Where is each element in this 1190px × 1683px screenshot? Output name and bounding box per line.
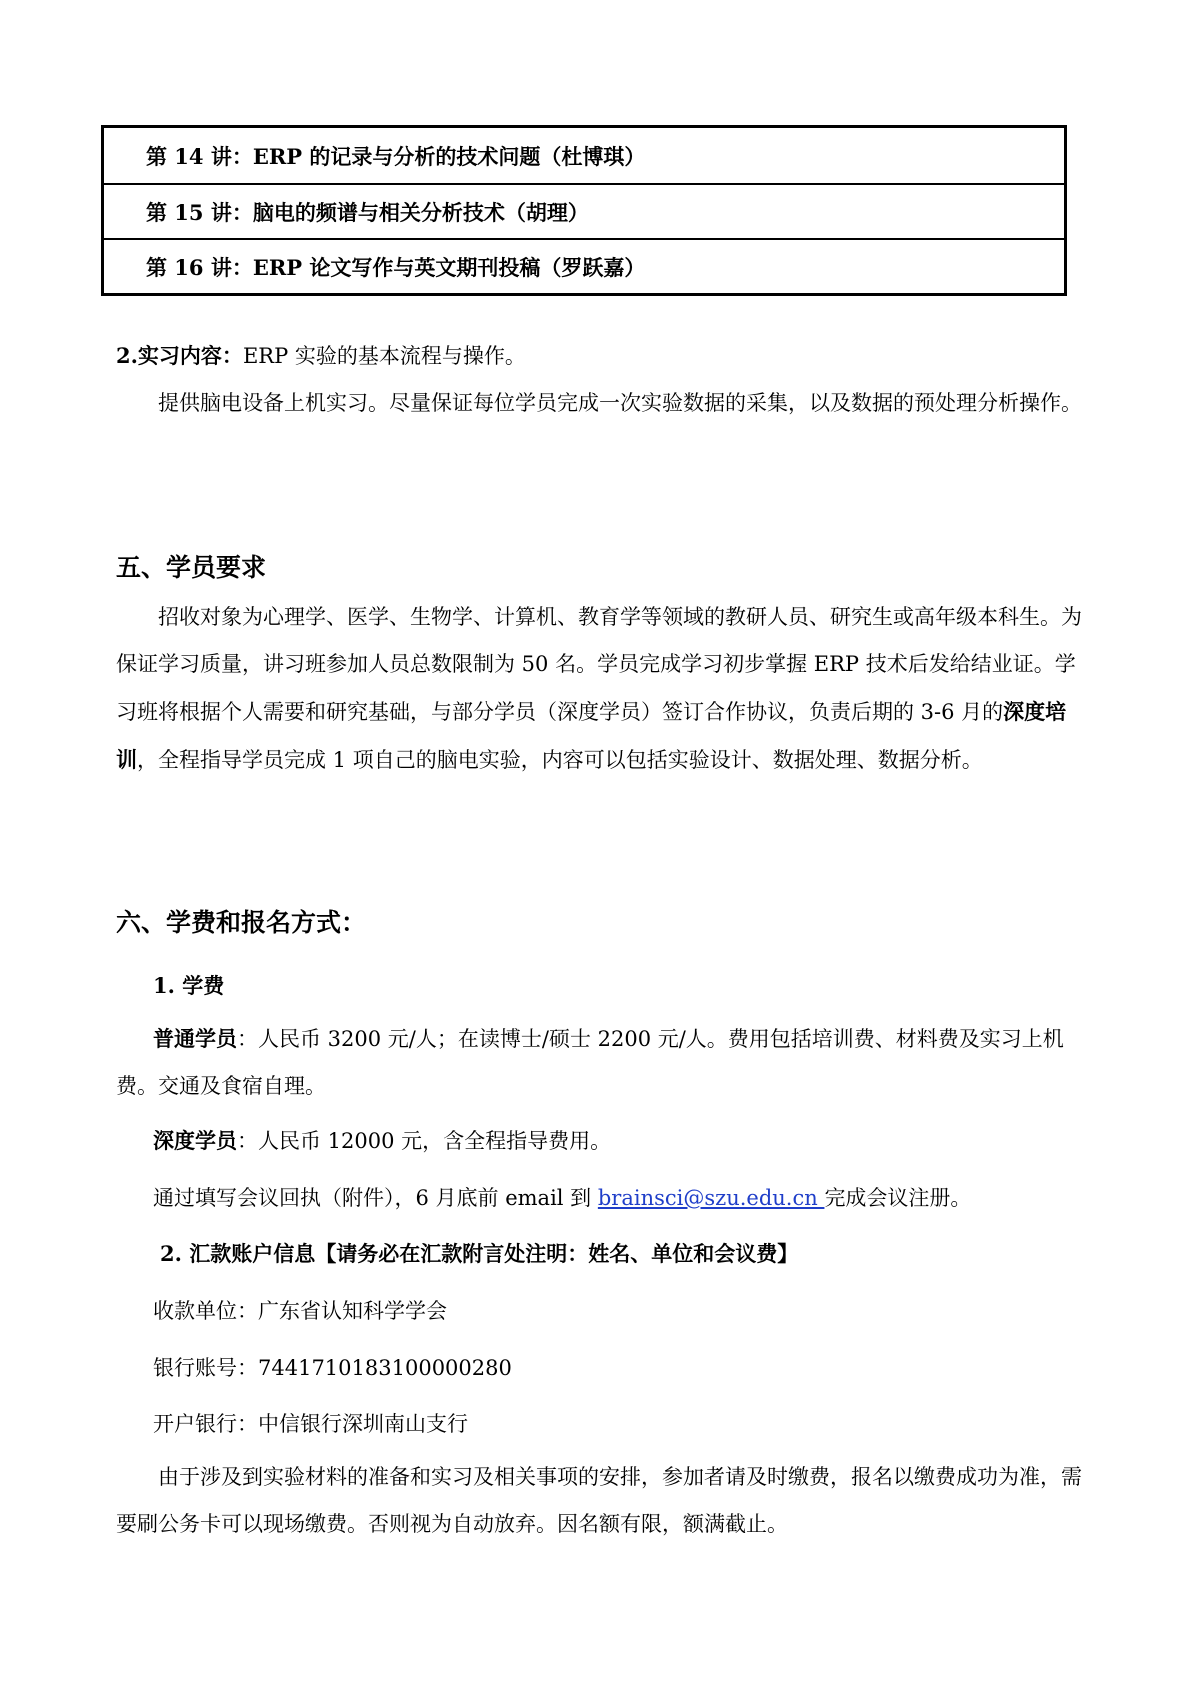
section5-body-after: ，全程指导学员完成 1 项自己的脑电实验，内容可以包括实验设计、数据处理、数据分析。 [137,748,983,772]
deep-training-emphasis: 深度培训 [116,699,1067,772]
deep-text: ：人民币 12000 元，含全程指导费用。 [237,1129,612,1153]
internship-label: 2.实习内容： [116,343,243,368]
section5-body [116,594,1086,784]
deep-fee [153,1125,611,1155]
fee-title: 1. 学费 [153,973,225,998]
lecture-row-15: 第 15 讲：脑电的频谱与相关分析技术（胡理） [104,183,1064,238]
internship-title-text: ERP 实验的基本流程与操作。 [242,344,526,368]
account-number-line: 银行账号：7441710183100000280 [153,1356,512,1380]
bank-line: 开户银行：中信银行深圳南山支行 [153,1412,468,1436]
regular-text: ：人民币 3200 元/人；在读博士/硕士 2200 元/人。费用包括培训费、材料费及实习上机费。交通及食宿自理。 [116,1027,1064,1098]
registration-line [153,1182,971,1212]
registration-after: 完成会议注册。 [824,1186,972,1210]
payment-notice: 由于涉及到实验材料的准备和实习及相关事项的安排，参加者请及时缴费，报名以缴费成功为准，需要刷公务卡可以现场缴费。否则视为自动放弃。因名额有限，额满截止。 [116,1465,1082,1536]
internship-title [116,332,1086,380]
registration-before: 通过填写会议回执（附件），6 月底前 email 到 [153,1186,598,1210]
regular-fee [116,1015,1086,1110]
account-title: 2. 汇款账户信息【请务必在汇款附言处注明：姓名、单位和会议费】 [160,1241,799,1266]
payee-line: 收款单位：广东省认知科学学会 [153,1299,447,1323]
lecture-row-16: 第 16 讲：ERP 论文写作与英文期刊投稿（罗跃嘉） [104,238,1064,293]
lecture-row-14: 第 14 讲：ERP 的记录与分析的技术问题（杜博琪） [146,143,646,169]
deep-label: 深度学员 [153,1128,237,1153]
section5-body-before: 招收对象为心理学、医学、生物学、计算机、教育学等领域的教研人员、研究生或高年级本科生。为保证学习质量，讲习班参加人员总数限制为 50 名。学员完成学习初步掌握 ERP 技术后发给结业证。学习班将根据个人需要和研究基础，与部分学员（深度学员）签订合作协议，负责后期的 3-6 月的 [116,605,1082,724]
email-link[interactable]: brainsci@szu.edu.cn [597,1186,825,1210]
regular-label: 普通学员 [153,1026,237,1051]
internship-body: 提供脑电设备上机实习。尽量保证每位学员完成一次实验数据的采集，以及数据的预处理分析操作。 [158,391,1082,415]
section6-heading: 六、学费和报名方式： [116,908,367,937]
lecture-table [101,125,1067,296]
section5-heading: 五、学员要求 [116,553,267,582]
